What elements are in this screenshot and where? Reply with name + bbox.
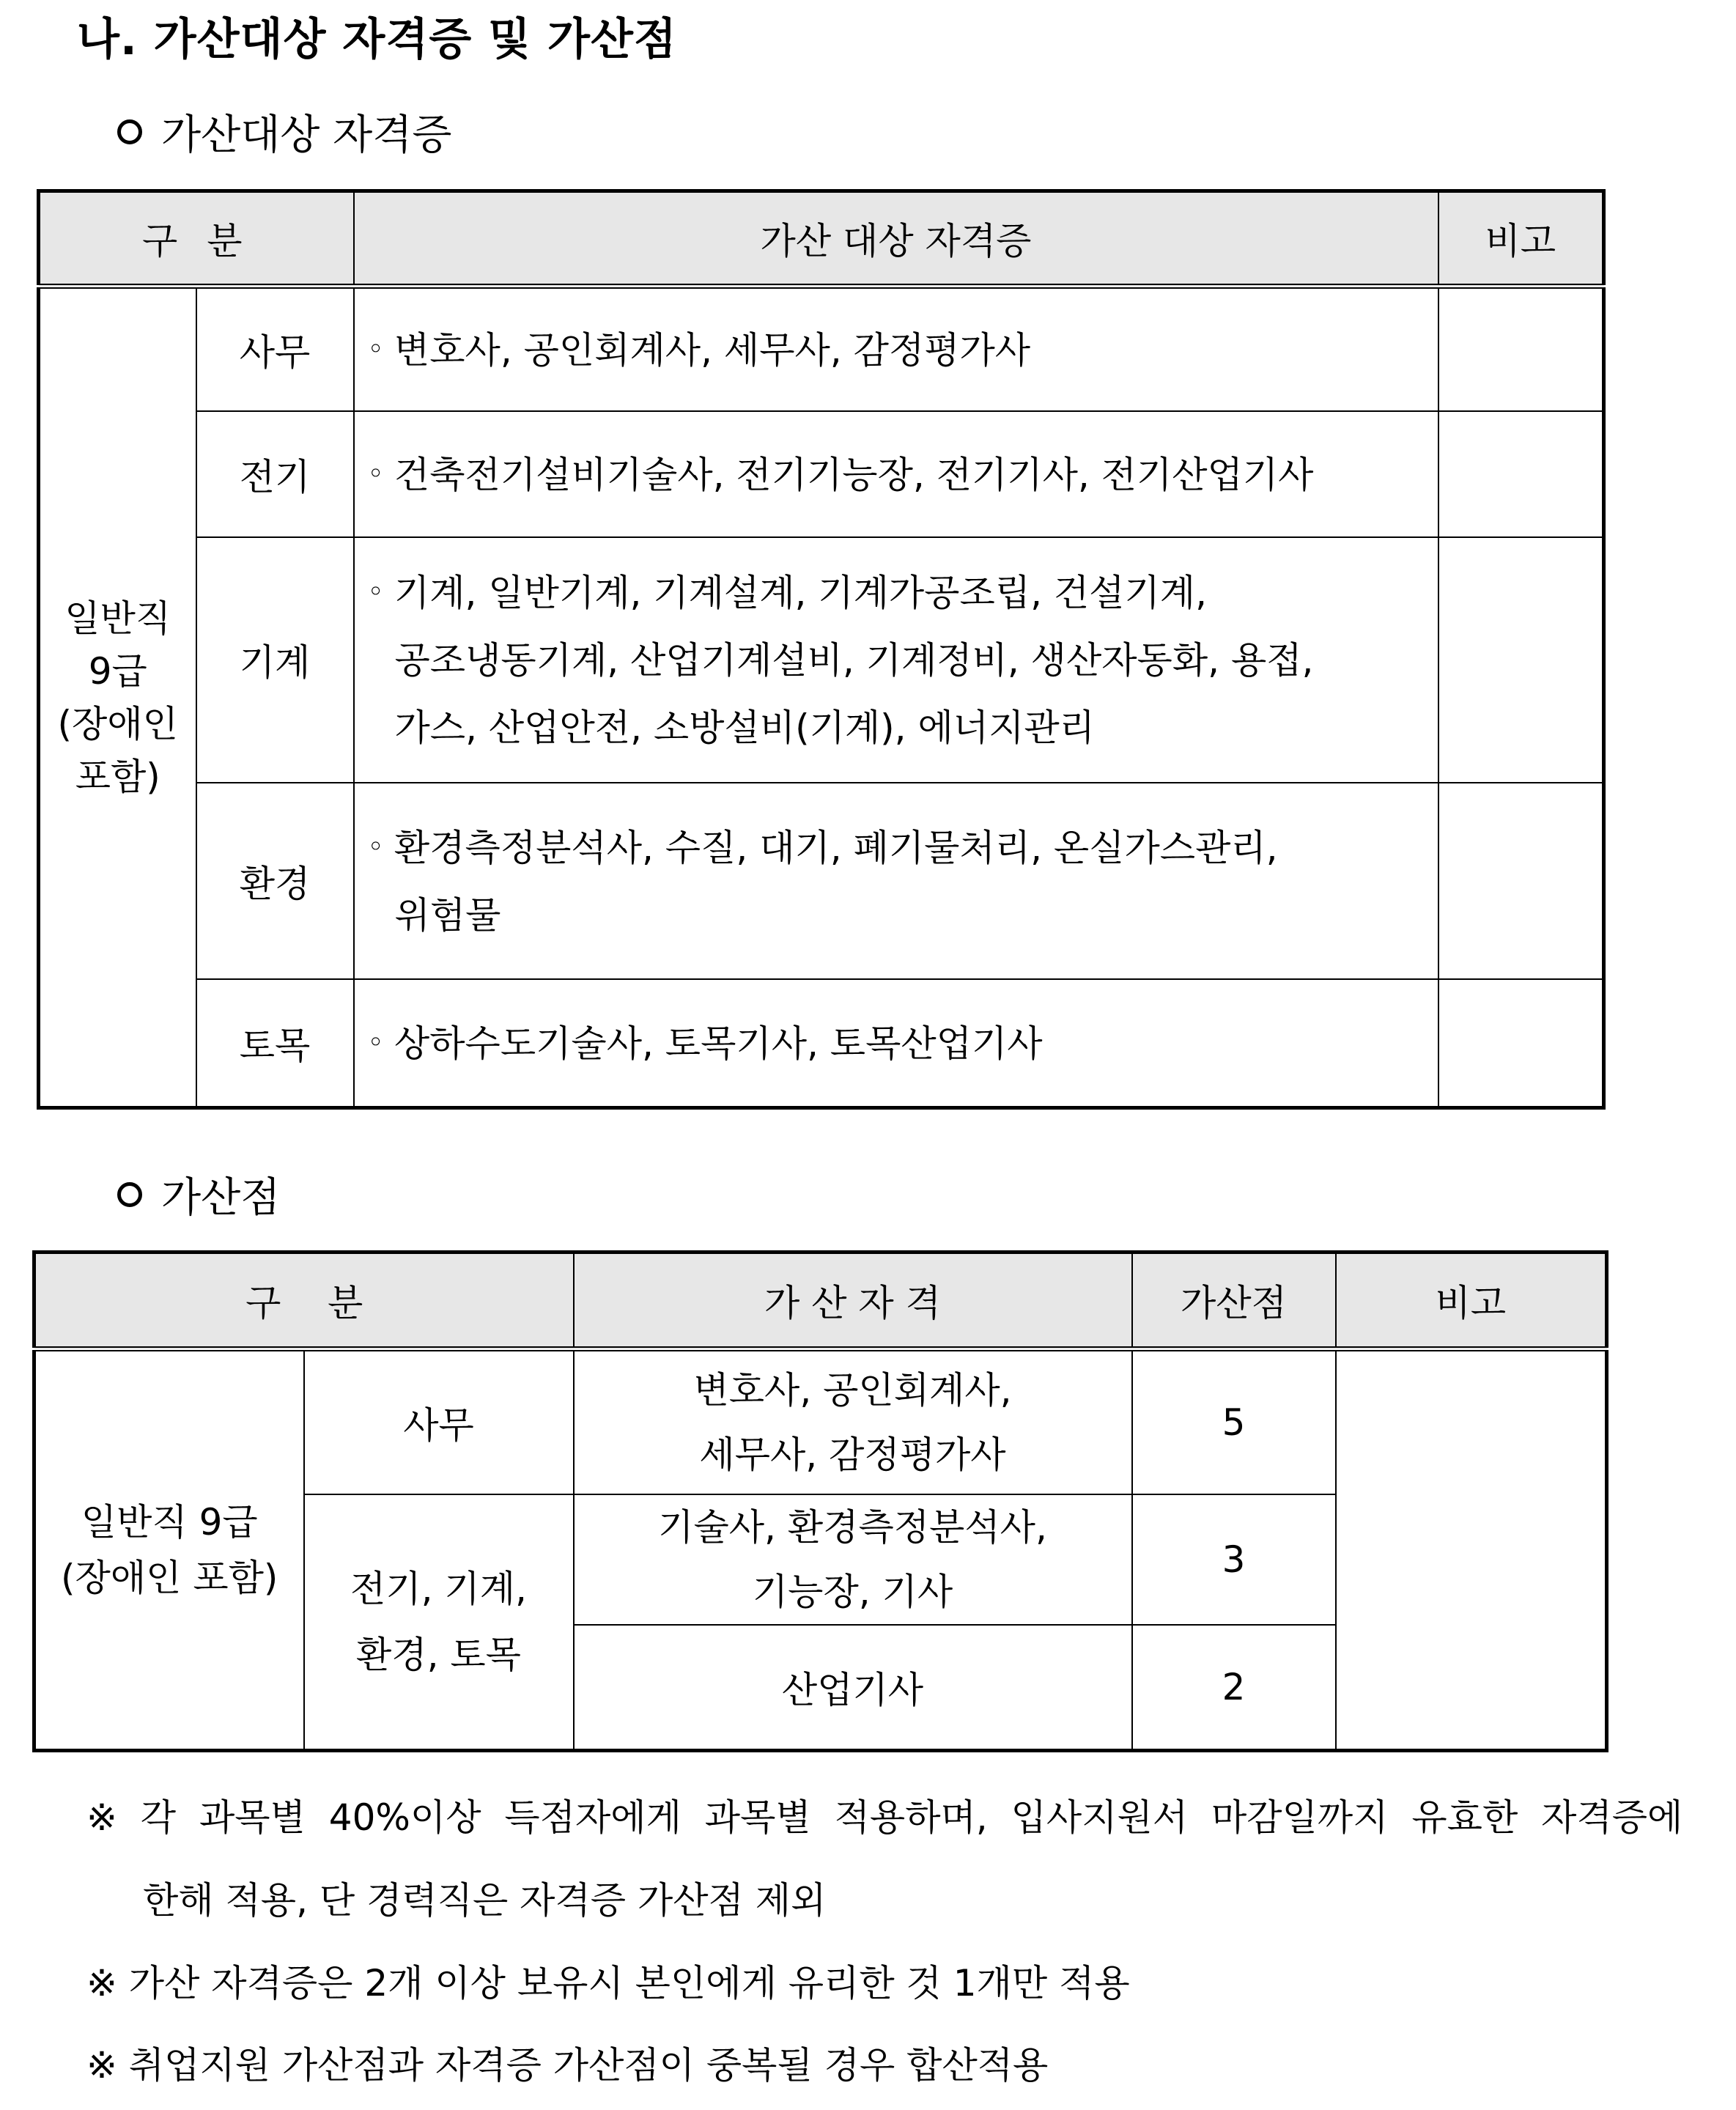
header-points: 가산점 <box>1132 1253 1336 1349</box>
field-cell: 토목 <box>196 979 354 1108</box>
note-cell <box>1438 287 1604 411</box>
group-cell: 일반직 9급 (장애인 포함) <box>39 287 196 1108</box>
field-cell: 기계 <box>196 537 354 783</box>
field-cell: 전기 <box>196 411 354 537</box>
note-cell <box>1438 783 1604 979</box>
note-cell <box>1438 537 1604 783</box>
qual-cell: 기술사, 환경측정분석사, 기능장, 기사 <box>574 1494 1132 1625</box>
note-1-line-1: ※ 각 과목별 40%이상 득점자에게 과목별 적용하며, 입사지원서 마감일까지 유효한 자격증에 <box>86 1796 1683 1839</box>
header-category: 구 분 <box>39 191 354 287</box>
section1-title: 가산대상 자격증 <box>117 103 451 161</box>
field-cell: 사무 <box>304 1349 574 1494</box>
table-row <box>34 1349 1607 1494</box>
points-table <box>32 1250 1608 1752</box>
cert-list-cell: ◦ 환경측정분석사, 수질, 대기, 폐기물처리, 온실가스관리, 위험물 <box>354 783 1438 979</box>
header-cert: 가산 대상 자격증 <box>354 191 1438 287</box>
cert-table <box>37 189 1606 1110</box>
note-cell <box>1438 411 1604 537</box>
page-heading: 나. 가산대상 자격증 및 가산점 <box>77 14 677 65</box>
note-cell <box>1336 1349 1607 1751</box>
points-cell: 3 <box>1132 1494 1336 1625</box>
qual-cell: 산업기사 <box>574 1625 1132 1751</box>
header-note: 비고 <box>1438 191 1604 287</box>
table-row <box>39 979 1604 1108</box>
note-cell <box>1438 979 1604 1108</box>
qual-cell: 변호사, 공인회계사, 세무사, 감정평가사 <box>574 1349 1132 1494</box>
small-circle-bullet-icon: ◦ <box>367 457 384 490</box>
header-qual: 가 산 자 격 <box>574 1253 1132 1349</box>
field-cell: 환경 <box>196 783 354 979</box>
points-cell: 2 <box>1132 1625 1336 1751</box>
cert-list-cell: ◦ 변호사, 공인회계사, 세무사, 감정평가사 <box>354 287 1438 411</box>
header-note: 비고 <box>1336 1253 1607 1349</box>
note-2: ※ 가산 자격증은 2개 이상 보유시 본인에게 유리한 것 1개만 적용 <box>86 1962 1130 2004</box>
group-cell: 일반직 9급 (장애인 포함) <box>34 1349 304 1751</box>
small-circle-bullet-icon: ◦ <box>367 332 384 365</box>
note-3: ※ 취업지원 가산점과 자격증 가산점이 중복될 경우 합산적용 <box>86 2044 1049 2087</box>
cert-list-cell: ◦ 기계, 일반기계, 기계설계, 기계가공조립, 건설기계, 공조냉동기계, 산업기계설비, 기계정비, 생산자동화, 용접, 가스, 산업안전, 소방설비(기계), 에너지관리 <box>354 537 1438 783</box>
circle-bullet-icon <box>117 119 142 144</box>
circle-bullet-icon <box>117 1182 142 1207</box>
small-circle-bullet-icon: ◦ <box>367 830 384 863</box>
field-cell: 전기, 기계, 환경, 토목 <box>304 1494 574 1751</box>
table-row <box>39 783 1604 979</box>
table-row <box>39 537 1604 783</box>
header-category: 구 분 <box>34 1253 574 1349</box>
note-1-line-2: 한해 적용, 단 경력직은 자격증 가산점 제외 <box>143 1879 827 1922</box>
points-cell: 5 <box>1132 1349 1336 1494</box>
section2-title: 가산점 <box>117 1165 280 1224</box>
cert-list-cell: ◦ 상하수도기술사, 토목기사, 토목산업기사 <box>354 979 1438 1108</box>
cert-list-cell: ◦ 건축전기설비기술사, 전기기능장, 전기기사, 전기산업기사 <box>354 411 1438 537</box>
table-row <box>39 411 1604 537</box>
cert-table-header <box>39 191 1604 287</box>
field-cell: 사무 <box>196 287 354 411</box>
table-row <box>39 287 1604 411</box>
small-circle-bullet-icon: ◦ <box>367 575 384 608</box>
small-circle-bullet-icon: ◦ <box>367 1025 384 1058</box>
points-table-header <box>34 1253 1607 1349</box>
